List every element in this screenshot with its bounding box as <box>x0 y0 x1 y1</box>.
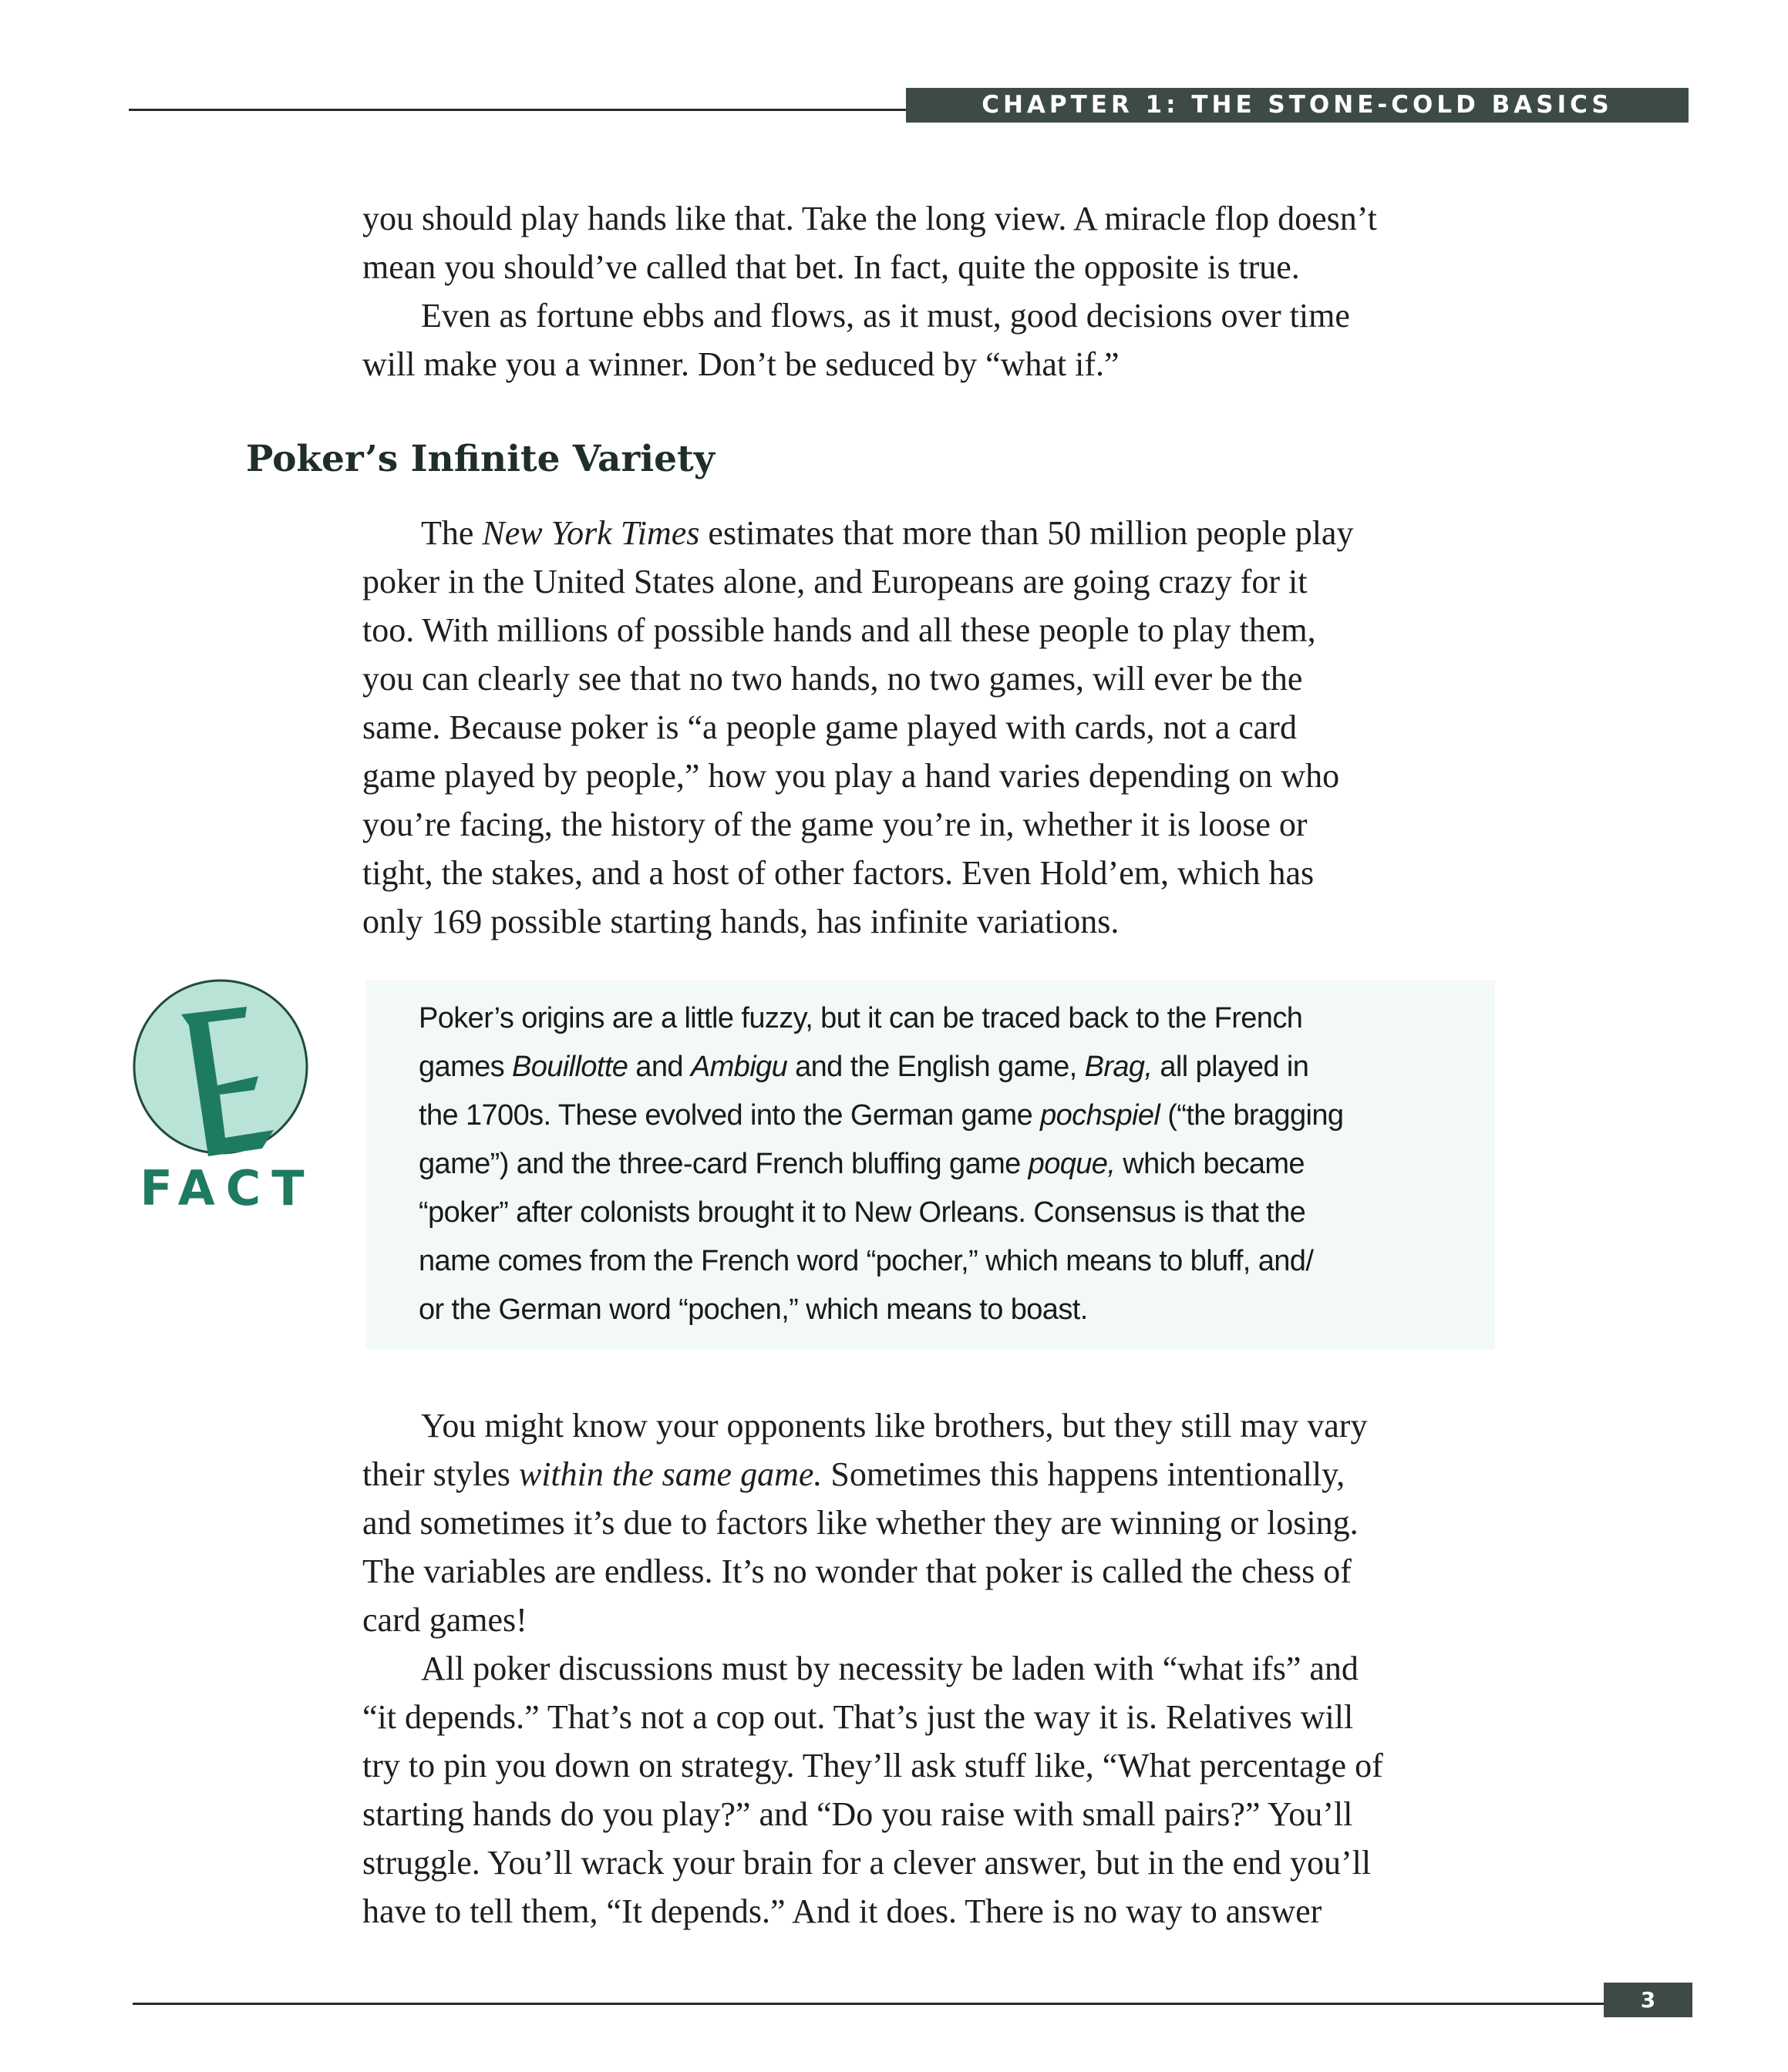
text-line: game played by people,” how you play a hand varies depending on who <box>362 757 1340 795</box>
text-line: will make you a winner. Don’t be seduced by “what if.” <box>362 345 1120 383</box>
italic-text: New York Times <box>482 514 700 552</box>
italic-text: pochspiel <box>1040 1099 1160 1132</box>
text-line: only 169 possible starting hands, has infinite variations. <box>362 903 1120 940</box>
text-line: All poker discussions must by necessity be laden with “what ifs” and <box>421 1650 1359 1687</box>
text-line: Even as fortune ebbs and flows, as it must, good decisions over time <box>421 297 1350 335</box>
page-number: 3 <box>1604 1983 1692 2017</box>
text-line: name comes from the French word “pocher,” which means to bluff, and/ <box>419 1245 1314 1277</box>
text-line: you can clearly see that no two hands, no two games, will ever be the <box>362 660 1303 698</box>
section-text <box>362 509 1353 946</box>
text-line: struggle. You’ll wrack your brain for a clever answer, but in the end you’ll <box>362 1844 1372 1882</box>
text-line: their styles within the same game. Sometimes this happens intentionally, <box>362 1455 1345 1493</box>
header-rule <box>129 109 907 111</box>
italic-text: Bouillotte <box>512 1051 628 1083</box>
text-line: poker in the United States alone, and Europeans are going crazy for it <box>362 563 1308 600</box>
text-line: try to pin you down on strategy. They’ll ask stuff like, “What percentage of <box>362 1747 1383 1784</box>
text-line: or the German word “pochen,” which means to boast. <box>419 1293 1088 1326</box>
text-line: The variables are endless. It’s no wonder that poker is called the chess of <box>362 1552 1352 1590</box>
text-line: card games! <box>362 1601 527 1639</box>
closing-text <box>362 1401 1383 1936</box>
text-line: same. Because poker is “a people game played with cards, not a card <box>362 708 1297 746</box>
text-line: The New York Times estimates that more than 50 million people play <box>421 514 1354 552</box>
text-line: games Bouillotte and Ambigu and the English game, Brag, all played in <box>419 1051 1309 1083</box>
italic-text: within the same game. <box>518 1455 823 1493</box>
italic-text: Ambigu <box>690 1051 788 1083</box>
text-line: have to tell them, “It depends.” And it does. There is no way to answer <box>362 1892 1322 1930</box>
text-line: the 1700s. These evolved into the German game pochspiel (“the bragging <box>419 1099 1344 1132</box>
text-line: game”) and the three-card French bluffing game poque, which became <box>419 1148 1305 1180</box>
intro-text <box>362 194 1377 388</box>
text-line: tight, the stakes, and a host of other factors. Even Hold’em, which has <box>362 854 1315 892</box>
footer-rule <box>133 2003 1605 2005</box>
text-line: too. With millions of possible hands and all these people to play them, <box>362 611 1316 649</box>
text-line: mean you should’ve called that bet. In fact, quite the opposite is true. <box>362 248 1300 286</box>
chapter-title-bar: CHAPTER 1: THE STONE-COLD BASICS <box>906 88 1689 123</box>
text-line: “it depends.” That’s not a cop out. That’s just the way it is. Relatives will <box>362 1698 1354 1736</box>
text-line: you should play hands like that. Take the long view. A miracle flop doesn’t <box>362 200 1377 237</box>
text-line: Poker’s origins are a little fuzzy, but it can be traced back to the French <box>419 1002 1303 1034</box>
text-line: you’re facing, the history of the game you’re in, whether it is loose or <box>362 806 1308 843</box>
text-line: and sometimes it’s due to factors like whether they are winning or losing. <box>362 1504 1359 1542</box>
fact-label: FACT <box>140 1160 315 1216</box>
text-line: “poker” after colonists brought it to New Orleans. Consensus is that the <box>419 1196 1306 1229</box>
italic-text: poque, <box>1028 1148 1116 1180</box>
fact-e-icon <box>131 977 316 1162</box>
text-line: starting hands do you play?” and “Do you raise with small pairs?” You’ll <box>362 1795 1353 1833</box>
fact-text <box>419 994 1343 1334</box>
section-heading: Poker’s Infinite Variety <box>246 438 716 480</box>
text-line: You might know your opponents like brothers, but they still may vary <box>421 1407 1368 1445</box>
italic-text: Brag, <box>1084 1051 1153 1083</box>
